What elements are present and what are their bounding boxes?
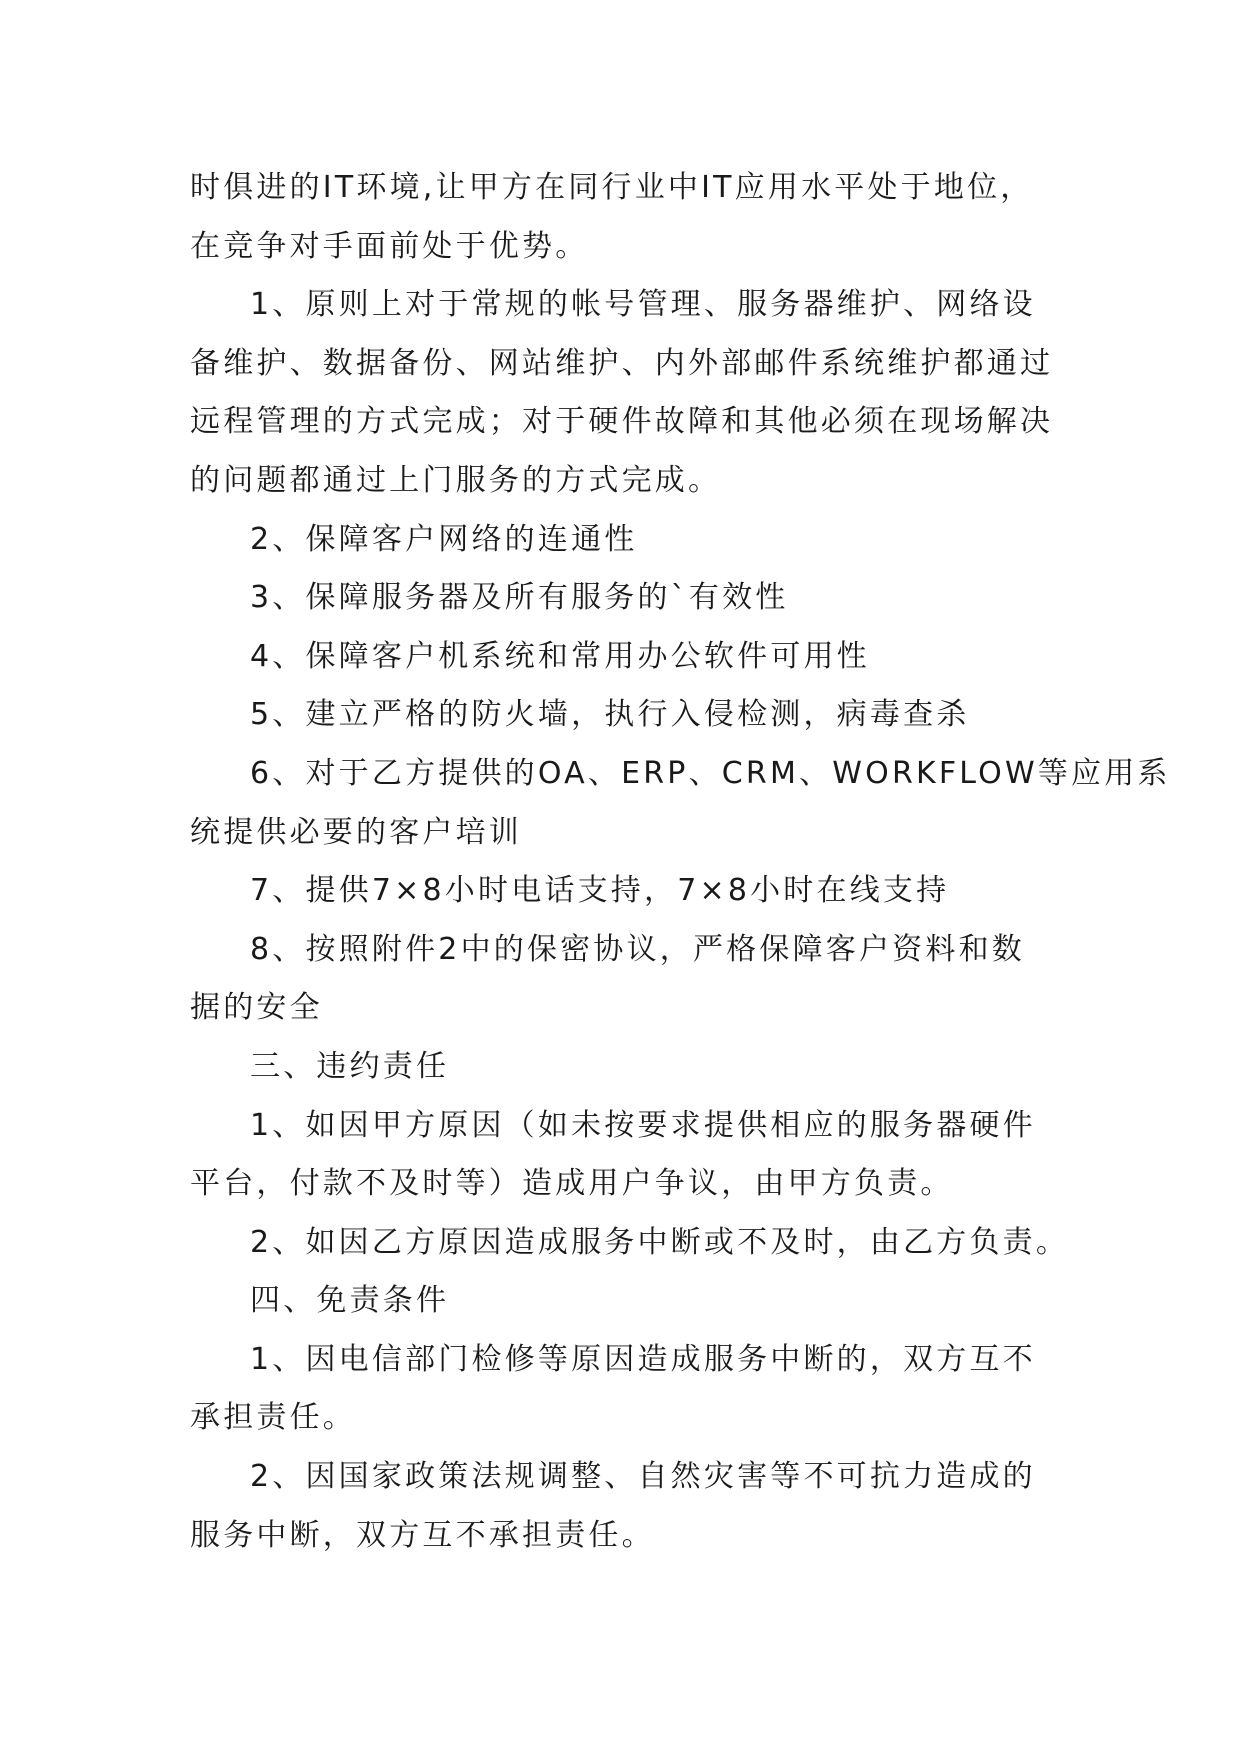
exemption-clause-2-line: 2、因国家政策法规调整、自然灾害等不可抗力造成的 (250, 1459, 1036, 1495)
breach-clause-1-line: 1、如因甲方原因（如未按要求提供相应的服务器硬件 (250, 1107, 1036, 1143)
section-heading-exemption: 四、免责条件 (250, 1283, 450, 1319)
text-line: 在竞争对手面前处于优势。 (190, 228, 589, 264)
clause-5-line: 5、建立严格的防火墙，执行入侵检测，病毒查杀 (250, 697, 970, 733)
text-line: 统提供必要的客户培训 (190, 814, 522, 850)
text-line: 据的安全 (190, 990, 323, 1026)
breach-clause-2-line: 2、如因乙方原因造成服务中断或不及时，由乙方负责。 (250, 1224, 1070, 1260)
clause-3-line: 3、保障服务器及所有服务的`有效性 (250, 580, 789, 616)
text-line: 时俱进的IT环境,让甲方在同行业中IT应用水平处于地位， (190, 170, 1034, 205)
section-heading-breach: 三、违约责任 (250, 1048, 450, 1084)
text-line: 平台，付款不及时等）造成用户争议，由甲方负责。 (190, 1166, 954, 1202)
clause-1-line: 1、原则上对于常规的帐号管理、服务器维护、网络设 (250, 287, 1036, 323)
clause-7-line: 7、提供7×8小时电话支持，7×8小时在线支持 (250, 873, 950, 909)
clause-6-line: 6、对于乙方提供的OA、ERP、CRM、WORKFLOW等应用系 (250, 755, 1171, 791)
clause-8-line: 8、按照附件2中的保密协议，严格保障客户资料和数 (250, 931, 1025, 967)
text-line: 承担责任。 (190, 1400, 356, 1436)
clause-4-line: 4、保障客户机系统和常用办公软件可用性 (250, 638, 870, 674)
text-line: 的问题都通过上门服务的方式完成。 (190, 462, 722, 498)
text-line: 服务中断，双方互不承担责任。 (190, 1517, 655, 1553)
clause-2-line: 2、保障客户网络的连通性 (250, 521, 638, 557)
text-line: 备维护、数据备份、网站维护、内外部邮件系统维护都通过 (190, 345, 1054, 381)
text-line: 远程管理的方式完成；对于硬件故障和其他必须在现场解决 (190, 404, 1054, 440)
exemption-clause-1-line: 1、因电信部门检修等原因造成服务中断的，双方互不 (250, 1341, 1036, 1377)
document-body (190, 159, 1171, 1565)
